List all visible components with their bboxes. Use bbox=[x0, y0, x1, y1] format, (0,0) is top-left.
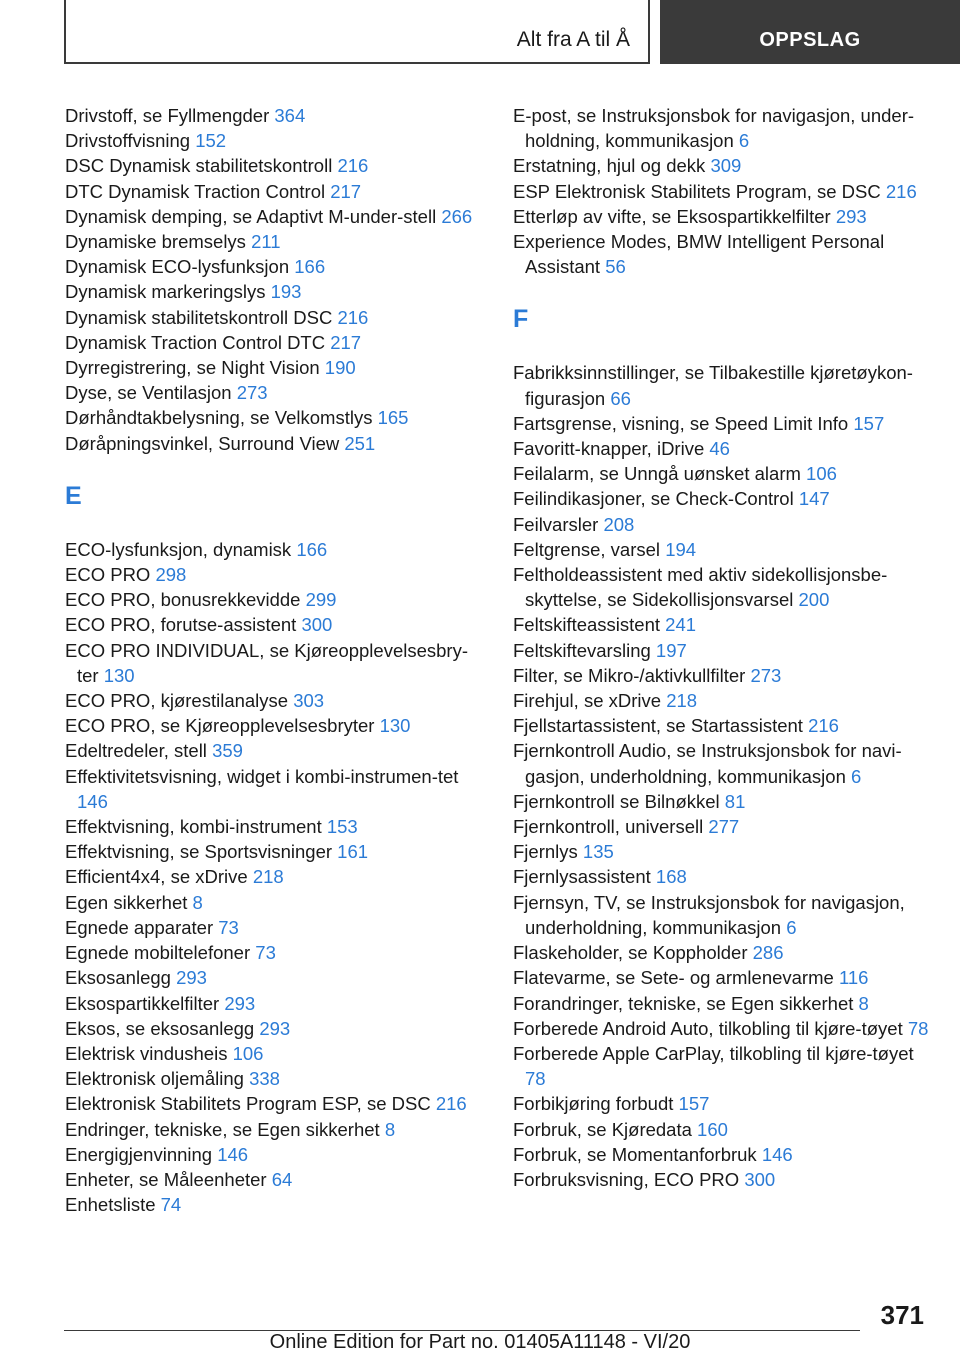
index-page-link[interactable]: 153 bbox=[326, 816, 358, 838]
index-entry-text: Feltskifteassistent bbox=[513, 614, 661, 636]
index-entry bbox=[65, 638, 485, 688]
index-page-link[interactable]: 216 bbox=[435, 1093, 467, 1115]
index-page-link[interactable]: 273 bbox=[236, 382, 268, 404]
index-page-link[interactable]: 73 bbox=[255, 942, 276, 964]
index-entry-text: Elektrisk vindusheis bbox=[65, 1042, 228, 1064]
index-entry bbox=[65, 890, 485, 915]
index-page-link[interactable]: 146 bbox=[77, 790, 108, 812]
index-entry-text: Egnede mobiltelefoner bbox=[65, 942, 251, 964]
index-entry bbox=[65, 1066, 485, 1091]
index-entry-text: Forberede Android Auto, tilkobling til kjøre‐tøyet bbox=[513, 1017, 903, 1039]
index-entry bbox=[513, 663, 933, 688]
index-entry-text: Flatevarme, se Sete- og armlenevarme bbox=[513, 967, 834, 989]
index-column-left bbox=[65, 103, 485, 1217]
index-entry bbox=[65, 1041, 485, 1066]
index-entry-text: Erstatning, hjul og dekk bbox=[513, 155, 706, 177]
index-page-link[interactable]: 300 bbox=[744, 1168, 776, 1190]
index-entry bbox=[65, 1091, 485, 1116]
index-page-link[interactable]: 298 bbox=[155, 564, 187, 586]
index-entry-text: Eksos, se eksosanlegg bbox=[65, 1017, 255, 1039]
index-page-link[interactable]: 157 bbox=[853, 412, 885, 434]
index-page-link[interactable]: 56 bbox=[605, 256, 626, 278]
index-page-link[interactable]: 218 bbox=[666, 690, 698, 712]
index-entry bbox=[513, 411, 933, 436]
index-entry bbox=[513, 562, 933, 612]
index-entry bbox=[65, 204, 485, 229]
index-page-link[interactable]: 293 bbox=[224, 992, 256, 1014]
index-entry-text: Feltskiftevarsling bbox=[513, 639, 651, 661]
index-entry bbox=[65, 915, 485, 940]
index-page-link[interactable]: 168 bbox=[655, 866, 687, 888]
index-entry bbox=[65, 562, 485, 587]
index-entry-text: Dynamisk stabilitetskontroll DSC bbox=[65, 306, 333, 328]
index-entry-text: Fjernlysassistent bbox=[513, 866, 651, 888]
index-entry-text: Døråpningsvinkel, Surround View bbox=[65, 432, 340, 454]
index-page-link[interactable]: 106 bbox=[806, 463, 837, 485]
index-page-link[interactable]: 300 bbox=[301, 614, 333, 636]
index-entry-text: ECO PRO bbox=[65, 564, 151, 586]
index-entry-text: Dynamisk Traction Control DTC bbox=[65, 331, 326, 353]
index-page-link[interactable]: 309 bbox=[710, 155, 742, 177]
index-entry bbox=[513, 612, 933, 637]
index-entry-text: Fjellstartassistent, se Startassistent bbox=[513, 715, 803, 737]
index-entry-text: Feilindikasjoner, se Check-Control bbox=[513, 488, 794, 510]
index-entry-text: Fabrikksinnstillinger, se Tilbakestille kjøretøykon‐figurasjon bbox=[513, 362, 913, 409]
index-page-link[interactable]: 6 bbox=[851, 765, 862, 787]
index-page-link[interactable]: 364 bbox=[274, 105, 306, 126]
index-entry-text: Etterløp av vifte, se Eksospartikkelfilter bbox=[513, 205, 831, 227]
index-entry bbox=[513, 839, 933, 864]
index-page-link[interactable]: 46 bbox=[709, 438, 730, 460]
index-entry bbox=[65, 1117, 485, 1142]
index-entry bbox=[513, 461, 933, 486]
index-entry bbox=[65, 537, 485, 562]
index-entry bbox=[513, 103, 933, 153]
index-page-link[interactable]: 200 bbox=[798, 589, 830, 611]
index-page-link[interactable]: 116 bbox=[838, 967, 869, 989]
index-entry-text: Forbruksvisning, ECO PRO bbox=[513, 1168, 740, 1190]
index-entry-text: ECO PRO, kjørestilanalyse bbox=[65, 690, 289, 712]
index-entry bbox=[65, 1167, 485, 1192]
index-entry-text: Drivstoffvisning bbox=[65, 130, 191, 152]
index-page-link[interactable]: 160 bbox=[697, 1118, 728, 1140]
index-entry-text: Eksosanlegg bbox=[65, 967, 171, 989]
index-page-link[interactable]: 157 bbox=[678, 1093, 710, 1115]
index-entry bbox=[65, 229, 485, 254]
index-entry-text: ESP Elektronisk Stabilitets Program, se DSC bbox=[513, 180, 881, 202]
index-entry bbox=[65, 1192, 485, 1217]
index-entry bbox=[65, 940, 485, 965]
index-entry bbox=[513, 229, 933, 279]
index-page-link[interactable]: 293 bbox=[835, 205, 867, 227]
index-entry-text: Dynamiske bremselys bbox=[65, 231, 246, 253]
index-entry bbox=[65, 991, 485, 1016]
index-page-link[interactable]: 64 bbox=[271, 1168, 293, 1190]
index-entry bbox=[513, 153, 933, 178]
index-entry bbox=[65, 279, 485, 304]
index-entry bbox=[65, 128, 485, 153]
index-entry-text: Egen sikkerhet bbox=[65, 891, 188, 913]
index-page-link[interactable]: 211 bbox=[251, 231, 281, 253]
index-entry-text: Enheter, se Måleenheter bbox=[65, 1168, 267, 1190]
index-entry-text: Edeltredeler, stell bbox=[65, 740, 207, 762]
index-entry bbox=[513, 1041, 933, 1091]
index-page-link[interactable]: 106 bbox=[232, 1042, 264, 1064]
index-page-link[interactable]: 217 bbox=[330, 331, 362, 353]
index-entry bbox=[65, 380, 485, 405]
index-page-link[interactable]: 190 bbox=[324, 357, 356, 379]
index-entry bbox=[65, 587, 485, 612]
index-page-link[interactable]: 147 bbox=[798, 488, 830, 510]
index-entry-text: Forandringer, tekniske, se Egen sikkerhet bbox=[513, 992, 854, 1014]
index-page-link[interactable]: 251 bbox=[344, 432, 376, 454]
index-entry bbox=[65, 405, 485, 430]
index-entry-text: Fjernkontroll, universell bbox=[513, 816, 704, 838]
index-entry-text: Dynamisk demping, se Adaptivt M-under‐stell bbox=[65, 205, 437, 227]
index-entry-text: DTC Dynamisk Traction Control bbox=[65, 180, 326, 202]
index-section-letter: F bbox=[513, 305, 529, 334]
index-page-link[interactable]: 8 bbox=[858, 992, 869, 1014]
index-page-link[interactable]: 299 bbox=[305, 589, 337, 611]
chapter-tab: OPPSLAG bbox=[660, 0, 960, 64]
index-entry-text: Fjernsyn, TV, se Instruksjonsbok for navigasjon, underholdning, kommunikasjon bbox=[513, 891, 905, 938]
index-page-link[interactable]: 338 bbox=[249, 1068, 280, 1090]
index-entry-text: Favoritt-knapper, iDrive bbox=[513, 438, 705, 460]
index-entry bbox=[65, 305, 485, 330]
index-entry bbox=[513, 486, 933, 511]
index-entry bbox=[65, 864, 485, 889]
index-page-link[interactable]: 135 bbox=[582, 841, 614, 863]
footer-edition-text: Online Edition for Part no. 01405A11148 - VI/20 bbox=[269, 1331, 691, 1353]
index-entry bbox=[65, 1142, 485, 1167]
index-entry bbox=[513, 940, 933, 965]
index-entry-text: Forbruk, se Momentanforbruk bbox=[513, 1143, 757, 1165]
index-column-right bbox=[513, 103, 933, 1192]
index-entry bbox=[65, 254, 485, 279]
index-entry-text: Fjernkontroll Audio, se Instruksjonsbok for navi‐gasjon, underholdning, kommunikasjon bbox=[513, 740, 902, 787]
index-entry bbox=[513, 864, 933, 889]
index-page-link[interactable]: 293 bbox=[259, 1017, 291, 1039]
index-entry bbox=[513, 360, 933, 410]
index-entry-text: Eksospartikkelfilter bbox=[65, 992, 220, 1014]
index-page-link[interactable]: 6 bbox=[738, 130, 750, 152]
index-page-link[interactable]: 146 bbox=[761, 1143, 793, 1165]
index-page-link[interactable]: 166 bbox=[294, 256, 326, 278]
index-page-link[interactable]: 152 bbox=[195, 130, 227, 152]
index-entry-text: Effektvisning, kombi-instrument bbox=[65, 816, 322, 838]
index-page-link[interactable]: 293 bbox=[176, 967, 207, 989]
index-page-link[interactable]: 130 bbox=[379, 715, 411, 737]
index-entry-text: Dynamisk markeringslys bbox=[65, 281, 266, 303]
index-entry bbox=[65, 965, 485, 990]
index-entry-text: Feltholdeassistent med aktiv sidekollisjonsbe‐skyttelse, se Sidekollisjonsvarsel bbox=[513, 564, 888, 611]
index-entry bbox=[513, 991, 933, 1016]
index-entry bbox=[513, 1167, 933, 1192]
index-entry-text: Endringer, tekniske, se Egen sikkerhet bbox=[65, 1118, 380, 1140]
index-entry-text: Fartsgrense, visning, se Speed Limit Info bbox=[513, 412, 849, 434]
index-page-link[interactable]: 277 bbox=[708, 816, 740, 838]
index-page-link[interactable]: 73 bbox=[218, 916, 239, 938]
section-title: Alt fra A til Å bbox=[516, 28, 630, 51]
index-page-link[interactable]: 216 bbox=[885, 180, 917, 202]
index-entry bbox=[65, 738, 485, 763]
index-entry-text: Feltgrense, varsel bbox=[513, 538, 661, 560]
index-page-link[interactable]: 194 bbox=[665, 538, 697, 560]
index-entry bbox=[65, 764, 485, 814]
index-entry bbox=[65, 179, 485, 204]
index-entry-text: Drivstoff, se Fyllmengder bbox=[65, 105, 270, 126]
index-entry-text: Dynamisk ECO-lysfunksjon bbox=[65, 256, 290, 278]
index-page-link[interactable]: 216 bbox=[337, 306, 369, 328]
index-entry-text: ECO-lysfunksjon, dynamisk bbox=[65, 538, 292, 560]
index-entry bbox=[65, 688, 485, 713]
index-page-link[interactable]: 197 bbox=[655, 639, 687, 661]
index-entry bbox=[65, 839, 485, 864]
index-entry bbox=[513, 738, 933, 788]
index-entry bbox=[65, 814, 485, 839]
index-entry bbox=[513, 1142, 933, 1167]
index-entry bbox=[65, 1016, 485, 1041]
index-entry bbox=[65, 612, 485, 637]
index-page-link[interactable]: 273 bbox=[750, 664, 782, 686]
index-page-link[interactable]: 166 bbox=[296, 538, 328, 560]
index-entry bbox=[65, 713, 485, 738]
index-entry bbox=[65, 103, 485, 128]
index-entry-text: Egnede apparater bbox=[65, 916, 214, 938]
index-entry-text: Energigjenvinning bbox=[65, 1143, 213, 1165]
index-entry-text: Enhetsliste bbox=[65, 1194, 156, 1216]
index-entry bbox=[513, 512, 933, 537]
index-entry-text: Efficient4x4, se xDrive bbox=[65, 866, 248, 888]
index-entry bbox=[513, 814, 933, 839]
index-entry-text: Elektronisk Stabilitets Program ESP, se DSC bbox=[65, 1093, 431, 1115]
index-entry-text: E-post, se Instruksjonsbok for navigasjon, under‐holdning, kommunikasjon bbox=[513, 105, 915, 152]
index-page-link[interactable]: 8 bbox=[384, 1118, 396, 1140]
index-page-link[interactable]: 78 bbox=[907, 1017, 929, 1039]
index-page-link[interactable]: 8 bbox=[192, 891, 203, 913]
index-entry bbox=[513, 1091, 933, 1116]
index-page-link[interactable]: 161 bbox=[337, 841, 369, 863]
index-entry-text: ECO PRO INDIVIDUAL, se Kjøreopplevelsesbry‐ter bbox=[65, 639, 469, 686]
index-page-link[interactable]: 74 bbox=[160, 1194, 182, 1216]
index-entry-text: Flaskeholder, se Koppholder bbox=[513, 942, 748, 964]
index-page-link[interactable]: 208 bbox=[603, 513, 635, 535]
index-page-link[interactable]: 66 bbox=[610, 387, 631, 409]
index-entry bbox=[65, 330, 485, 355]
index-page-link[interactable]: 216 bbox=[337, 155, 369, 177]
index-entry bbox=[513, 1016, 933, 1041]
index-entry-text: Firehjul, se xDrive bbox=[513, 690, 662, 712]
index-entry bbox=[513, 537, 933, 562]
index-entry-text: Effektivitetsvisning, widget i kombi-instrumen‐tet bbox=[65, 765, 459, 787]
index-page-link[interactable]: 81 bbox=[724, 790, 746, 812]
index-entry-text: Dyse, se Ventilasjon bbox=[65, 382, 232, 404]
index-entry-text: Fjernlys bbox=[513, 841, 578, 863]
index-entry bbox=[65, 153, 485, 178]
page-number: 371 bbox=[880, 1300, 924, 1330]
index-entry bbox=[513, 965, 933, 990]
index-entry-text: Effektvisning, se Sportsvisninger bbox=[65, 841, 333, 863]
index-section-letter: E bbox=[65, 481, 82, 510]
index-entry bbox=[513, 179, 933, 204]
index-entry bbox=[513, 638, 933, 663]
index-entry bbox=[513, 713, 933, 738]
index-entry-text: Dørhåndtakbelysning, se Velkomstlys bbox=[65, 407, 373, 429]
index-entry bbox=[65, 431, 485, 456]
index-entry-text: Experience Modes, BMW Intelligent Personal Assistant bbox=[513, 231, 885, 278]
index-entry-text: ECO PRO, bonusrekkevidde bbox=[65, 589, 301, 611]
index-entry bbox=[513, 436, 933, 461]
index-entry-text: Feilalarm, se Unngå uønsket alarm bbox=[513, 463, 801, 485]
index-entry-text: DSC Dynamisk stabilitetskontroll bbox=[65, 155, 333, 177]
index-entry bbox=[513, 890, 933, 940]
index-entry-text: Forberede Apple CarPlay, tilkobling til kjøre‐tøyet bbox=[513, 1042, 914, 1064]
index-page-link[interactable]: 217 bbox=[330, 180, 362, 202]
index-entry bbox=[513, 789, 933, 814]
index-page-link[interactable]: 165 bbox=[377, 407, 409, 429]
index-entry bbox=[513, 204, 933, 229]
index-entry-text: Elektronisk oljemåling bbox=[65, 1068, 244, 1090]
index-page-link[interactable]: 130 bbox=[103, 664, 135, 686]
index-entry-text: Dyrregistrering, se Night Vision bbox=[65, 357, 320, 379]
index-entry-text: Feilvarsler bbox=[513, 513, 599, 535]
index-entry bbox=[513, 1117, 933, 1142]
index-page-link[interactable]: 359 bbox=[212, 740, 243, 762]
index-page-link[interactable]: 146 bbox=[217, 1143, 249, 1165]
index-page-link[interactable]: 78 bbox=[525, 1068, 546, 1090]
index-page-link[interactable]: 218 bbox=[252, 866, 284, 888]
index-entry bbox=[65, 355, 485, 380]
index-page-link[interactable]: 193 bbox=[270, 281, 302, 303]
index-entry-text: Fjernkontroll se Bilnøkkel bbox=[513, 790, 720, 812]
index-page-link[interactable]: 6 bbox=[786, 916, 797, 938]
index-entry-text: Forbruk, se Kjøredata bbox=[513, 1118, 692, 1140]
index-page-link[interactable]: 266 bbox=[441, 205, 473, 227]
index-entry-text: ECO PRO, se Kjøreopplevelsesbryter bbox=[65, 715, 375, 737]
index-page-link[interactable]: 241 bbox=[665, 614, 697, 636]
index-page-link[interactable]: 303 bbox=[293, 690, 325, 712]
index-entry-text: Forbikjøring forbudt bbox=[513, 1093, 674, 1115]
index-entry bbox=[513, 688, 933, 713]
index-entry-text: Filter, se Mikro-/aktivkullfilter bbox=[513, 664, 746, 686]
index-page-link[interactable]: 216 bbox=[808, 715, 839, 737]
index-entry-text: ECO PRO, forutse-assistent bbox=[65, 614, 297, 636]
index-page-link[interactable]: 286 bbox=[752, 942, 784, 964]
